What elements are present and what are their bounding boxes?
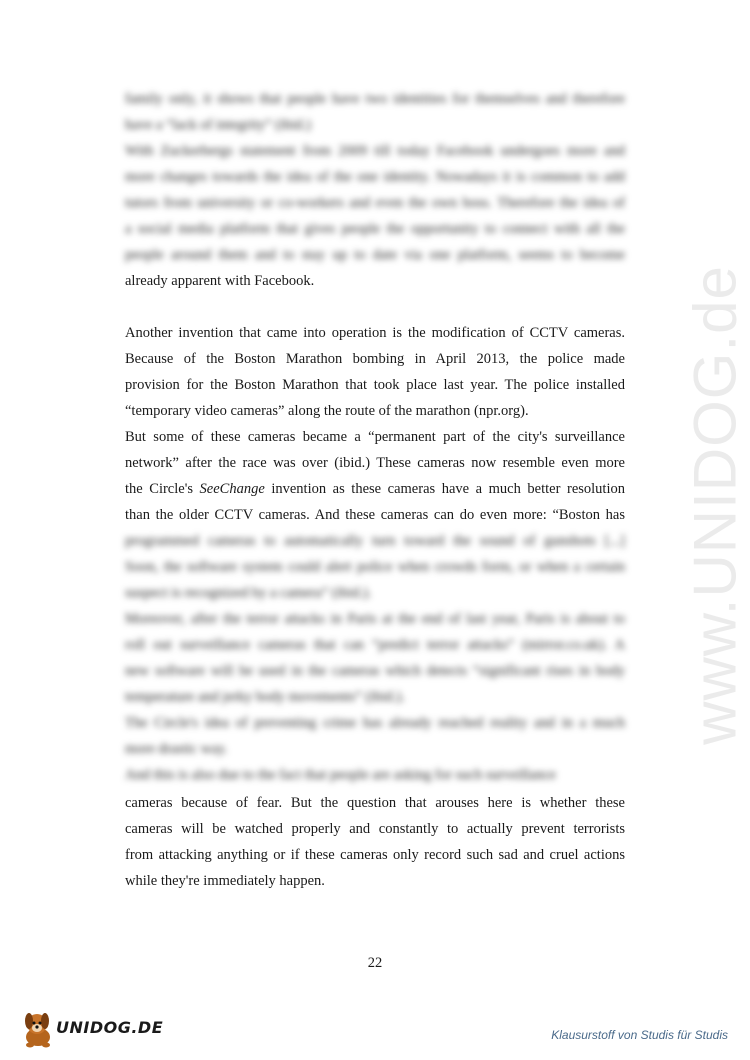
text-line: Because of the Boston Marathon bombing in April 2013, the police made bbox=[125, 351, 625, 367]
text-segment: invention as these cameras have a much better resolution bbox=[264, 481, 625, 497]
footer-tagline: Klausurstoff von Studis für Studis bbox=[551, 1028, 728, 1042]
text-line-circle bbox=[125, 476, 625, 502]
blurred-line: With Zuckerbergs statement from 2009 till today Facebook undergoes more and bbox=[125, 143, 625, 159]
blurred-line: have a “lack of integrity” (ibid.) bbox=[125, 117, 312, 133]
logo-text: UNIDOG.DE bbox=[56, 1018, 164, 1037]
dog-mascot-icon bbox=[20, 1005, 60, 1050]
text-line: But some of these cameras became a “permanent part of the city's surveillance bbox=[125, 429, 625, 445]
blurred-line: tutors from university or co-workers and even the own boss. Therefore the idea of bbox=[125, 195, 625, 211]
text-segment: the Circle's bbox=[125, 481, 200, 497]
text-line: “temporary video cameras” along the route of the marathon (npr.org). bbox=[125, 403, 529, 419]
watermark-text: www.UNIDOG.de bbox=[681, 265, 749, 745]
text-line: provision for the Boston Marathon that took place last year. The police installed bbox=[125, 377, 625, 393]
blurred-line: And this is also due to the fact that people are asking for such surveillance bbox=[125, 767, 556, 783]
blurred-line: more drastic way. bbox=[125, 741, 228, 757]
blurred-line: more changes towards the idea of the one identity. Nowadays it is common to add bbox=[125, 169, 625, 185]
text-line: while they're immediately happen. bbox=[125, 873, 325, 889]
blurred-line: suspect is recognized by a camera” (ibid.). bbox=[125, 585, 372, 601]
unidog-logo[interactable] bbox=[20, 1005, 164, 1050]
text-line: network” after the race was over (ibid.) These cameras now resemble even more bbox=[125, 455, 625, 471]
blurred-line: Soon, the software system could alert police when crowds form, or when a certain bbox=[125, 559, 625, 575]
text-line: cameras because of fear. But the question that arouses here is whether these bbox=[125, 795, 625, 811]
watermark bbox=[615, 265, 750, 745]
page-number: 22 bbox=[367, 955, 383, 971]
blurred-line: a social media platform that gives people the opportunity to connect with all the bbox=[125, 221, 625, 237]
text-line: cameras will be watched properly and constantly to actually prevent terrorists bbox=[125, 821, 625, 837]
blurred-line: programmed cameras to automatically turn toward the sound of gunshots [...] bbox=[125, 533, 625, 549]
blurred-line: The Circle's idea of preventing crime has already reached reality and in a much bbox=[125, 715, 625, 731]
blurred-line: Moreover, after the terror attacks in Paris at the end of last year, Paris is about to bbox=[125, 611, 625, 627]
blurred-line: family only, it shows that people have two identities for themselves and therefore bbox=[125, 91, 625, 107]
blurred-line: new software will be used in the cameras which detects “significant rises in body bbox=[125, 663, 625, 679]
see-change-term: SeeChange bbox=[199, 481, 265, 497]
text-line: already apparent with Facebook. bbox=[125, 273, 315, 289]
text-line: from attacking anything or if these cameras only record such sad and cruel actions bbox=[125, 847, 625, 863]
blurred-line: people around them and to stay up to date via one platform, seems to become bbox=[125, 247, 625, 263]
blurred-line: temperature and jerky body movements” (ibid.). bbox=[125, 689, 405, 705]
text-line: Another invention that came into operation is the modification of CCTV cameras. bbox=[125, 325, 625, 341]
blurred-line: roll out surveillance cameras that can “predict terror attacks” (mirror.co.uk). A bbox=[125, 637, 625, 653]
text-line: than the older CCTV cameras. And these cameras can do even more: “Boston has bbox=[125, 507, 625, 523]
